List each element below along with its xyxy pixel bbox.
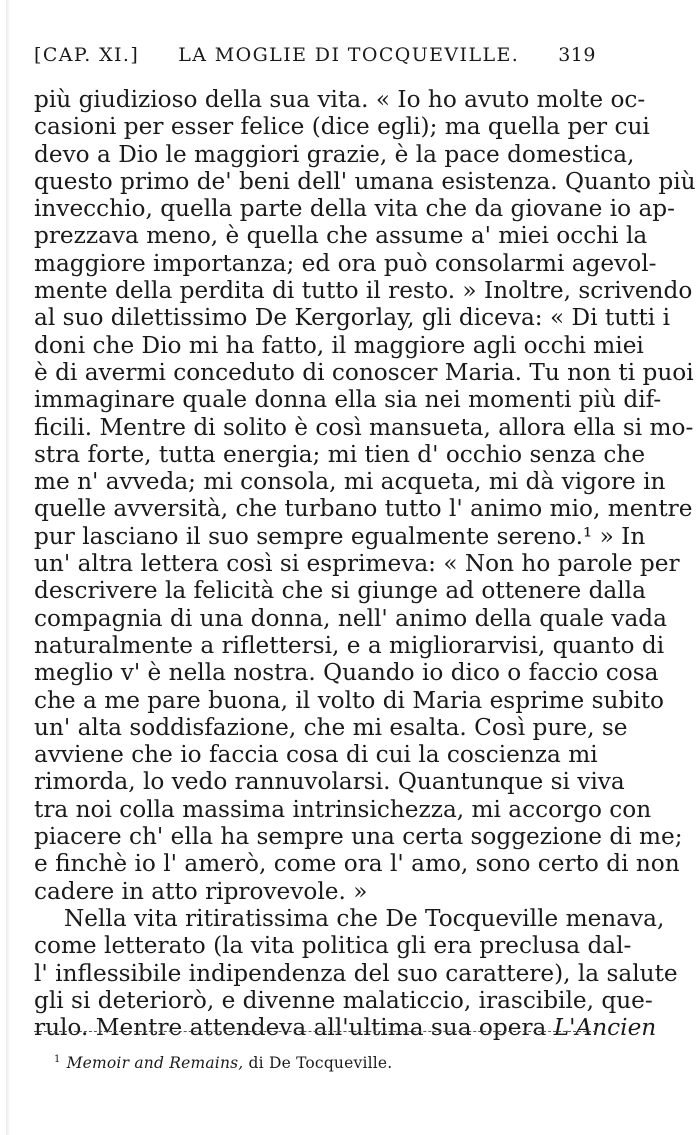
text-line: gli si deteriorò, e divenne malaticcio, irascibile, que- [34, 986, 653, 1014]
text-line: piacere ch' ella ha sempre una certa soggezione di me; [34, 823, 683, 851]
text-line: stra forte, tutta energia; mi tien d' occhio senza che [34, 440, 646, 468]
text-line: e finchè io l' amerò, come ora l' amo, sono certo di non [34, 850, 680, 878]
text-line: prezzava meno, è quella che assume a' miei occhi la [34, 222, 648, 250]
text-line: meglio v' è nella nostra. Quando io dico o faccio cosa [34, 659, 659, 687]
text-line: casioni per esser felice (dice egli); ma quella per cui [34, 113, 650, 141]
text-line: naturalmente a riflettersi, e a migliorarvisi, quanto di [34, 631, 665, 659]
text-line: più giudizioso della sua vita. « Io ho avuto molte oc- [34, 86, 646, 113]
text-line: tra noi colla massima intrinsichezza, mi accorgo con [34, 795, 652, 823]
text-line: al suo dilettissimo De Kergorlay, gli diceva: « Di tutti i [34, 304, 670, 332]
text-line: doni che Dio mi ha fatto, il maggiore agli occhi miei [34, 331, 644, 359]
text-line: pur lasciano il suo sempre egualmente sereno.¹ » In [34, 522, 646, 550]
text-line-content: rulo. Mentre attendeva all'ultima sua opera [34, 1014, 547, 1042]
text-line: immaginare quale donna ella sia nei momenti più dif- [34, 386, 662, 414]
footnote [54, 1054, 392, 1072]
text-line [34, 1014, 657, 1042]
book-title-emphasis: L'Ancien [553, 1014, 657, 1042]
footnote-marker: 1 [54, 1054, 61, 1065]
footnote-rule [34, 1031, 596, 1032]
text-line: che a me pare buona, il volto di Maria esprime subito [34, 686, 665, 714]
text-line: rimorda, lo vedo rannuvolarsi. Quantunque si viva [34, 768, 625, 796]
text-line: quelle avversità, che turbano tutto l' animo mio, mentre [34, 495, 693, 523]
text-line: Nella vita ritiratissima che De Tocqueville menava, [64, 904, 665, 932]
text-line: questo primo de' beni dell' umana esistenza. Quanto più [34, 167, 696, 195]
footnote-source-title: Memoir and Remains, [66, 1054, 244, 1072]
text-line: un' alta soddisfazione, che mi esalta. Così pure, se [34, 713, 628, 741]
chapter-label: [CAP. XI.] [34, 44, 140, 66]
text-line: descrivere la felicità che si giunge ad ottenere dalla [34, 577, 646, 605]
running-title: LA MOGLIE DI TOCQUEVILLE. [178, 44, 520, 66]
text-line: compagnia di una donna, nell' animo della quale vada [34, 604, 667, 632]
text-line: devo a Dio le maggiori grazie, è la pace domestica, [34, 140, 635, 168]
text-line: maggiore importanza; ed ora può consolarmi agevol- [34, 249, 657, 277]
text-line: invecchio, quella parte della vita che da giovane io ap- [34, 195, 675, 223]
text-line: l' inflessibile indipendenza del suo carattere), la salute [34, 959, 678, 987]
page-number: 319 [558, 44, 596, 66]
running-header [34, 44, 596, 78]
text-line: cadere in atto riprovevole. » [34, 877, 368, 905]
text-line: un' altra lettera così si esprimeva: « Non ho parole per [34, 550, 680, 578]
body-text [34, 86, 696, 1042]
text-line: avviene che io faccia cosa di cui la coscienza mi [34, 741, 598, 769]
footnote-text: di De Tocqueville. [243, 1054, 393, 1072]
text-line: è di avermi conceduto di conoscer Maria. Tu non ti puoi [34, 358, 694, 386]
text-line: ficili. Mentre di solito è così mansueta, allora ella si mo- [34, 413, 694, 441]
text-line: me n' avveda; mi consola, mi acqueta, mi dà vigore in [34, 468, 666, 496]
page-edge-shadow [6, 0, 10, 1135]
text-line: come letterato (la vita politica gli era preclusa dal- [34, 932, 632, 960]
text-line: mente della perdita di tutto il resto. » Inoltre, scrivendo [34, 277, 693, 305]
